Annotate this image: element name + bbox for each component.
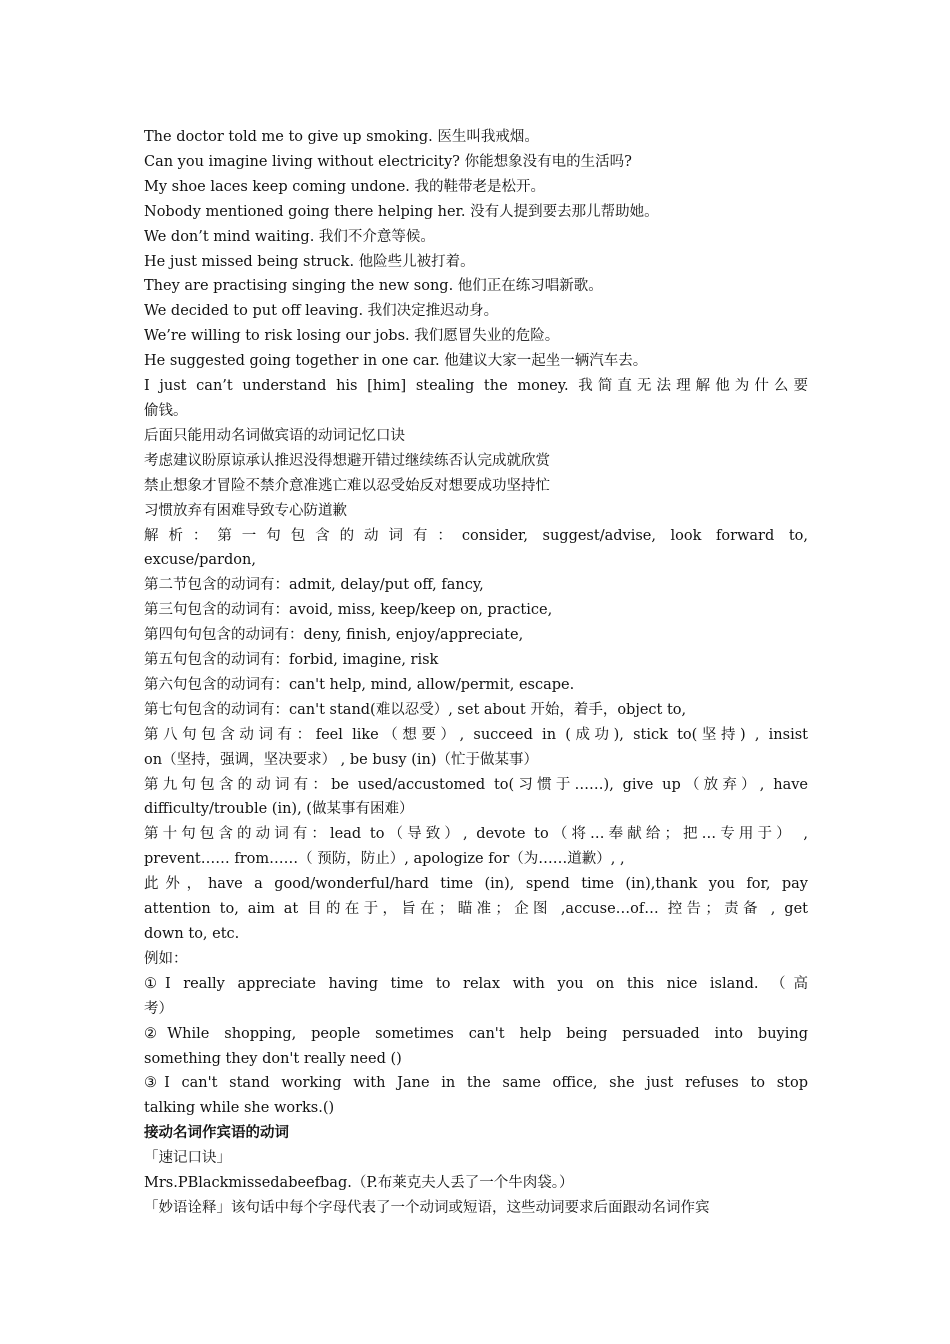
analysis-line: 解析：第一句包含的动词有：consider, suggest/advise, look forward to, (144, 527, 808, 544)
analysis-line: 第九句包含的动词有：be used/accustomed to(习惯于……), give up（放弃）, have (144, 776, 808, 793)
numbered-example: 考） (144, 1000, 173, 1017)
examples-label: 例如： (144, 950, 188, 967)
analysis-line: 第十句包含的动词有：lead to（导致）, devote to（将…奉献给；把…专用于） , (144, 826, 808, 843)
additional-verbs-line: down to, etc. (144, 926, 240, 942)
example-sentence: We’re willing to risk losing our jobs. 我们愿冒失业的危险。 (144, 328, 560, 345)
example-sentence: I just can’t understand his [him] stealing the money. 我简直无法理解他为什么要 (144, 378, 808, 395)
example-sentence: My shoe laces keep coming undone. 我的鞋带老是松开。 (144, 178, 546, 195)
analysis-line: 第七句包含的动词有：can't stand(难以忍受）, set about 开始，着手，object to, (144, 701, 687, 718)
analysis-line: 第二节包含的动词有：admit, delay/put off, fancy, (144, 577, 484, 594)
numbered-example: ①I really appreciate having time to relax with you on this nice island. （高 (144, 975, 808, 992)
mnemonic-heading: 后面只能用动名词做宾语的动词记忆口诀 (144, 427, 405, 444)
example-sentence: Nobody mentioned going there helping her. 没有人提到要去那儿帮助她。 (144, 203, 659, 220)
numbered-example: ③I can't stand working with Jane in the same office, she just refuses to stop (144, 1075, 808, 1092)
example-sentence: He just missed being struck. 他险些儿被打着。 (144, 253, 475, 270)
mnemonic-line: 考虑建议盼原谅承认推迟没得想避开错过继续练否认完成就欣赏 (144, 452, 550, 469)
example-sentence: They are practising singing the new song. 他们正在练习唱新歌。 (144, 278, 603, 295)
analysis-line: difficulty/trouble (in), (做某事有困难） (144, 801, 414, 818)
example-sentence: We don’t mind waiting. 我们不介意等候。 (144, 228, 435, 245)
analysis-line: 第五句包含的动词有：forbid, imagine, risk (144, 652, 439, 669)
numbered-example: something they don't really need () (144, 1050, 402, 1067)
additional-verbs-line: attention to, aim at 目的在于，旨在；瞄准；企图 ,accuse…of… 控告；责备 , get (144, 901, 808, 918)
numbered-example: talking while she works.() (144, 1100, 335, 1117)
analysis-line: 第八句包含动词有：feel like（想要）, succeed in (成功), stick to(坚持) , insist (144, 726, 808, 743)
explanation-line: 「妙语诠释」该句话中每个字母代表了一个动词或短语，这些动词要求后面跟动名词作宾 (144, 1199, 710, 1216)
additional-verbs-line: 此外，have a good/wonderful/hard time (in), spend time (in),thank you for, pay (144, 876, 808, 893)
example-sentence: He suggested going together in one car. 他建议大家一起坐一辆汽车去。 (144, 353, 648, 370)
analysis-line: prevent…… from……（ 预防，防止）, apologize for（为……道歉）, , (144, 851, 625, 868)
example-sentence: We decided to put off leaving. 我们决定推迟动身。 (144, 303, 499, 320)
analysis-line: 第四句句包含的动词有：deny, finish, enjoy/appreciate, (144, 627, 524, 644)
numbered-example: ②While shopping, people sometimes can't help being persuaded into buying (144, 1025, 808, 1042)
quick-memory-label: 「速记口诀」 (144, 1150, 231, 1167)
example-sentence-continued: 偷钱。 (144, 402, 188, 419)
mnemonic-sentence: Mrs.PBlackmissedabeefbag.（P.布莱克夫人丢了一个牛肉袋。） (144, 1175, 574, 1192)
document-page (144, 125, 808, 1221)
analysis-line: excuse/pardon, (144, 552, 256, 569)
analysis-line: 第六句包含的动词有：can't help, mind, allow/permit, escape. (144, 676, 575, 693)
section-heading: 接动名词作宾语的动词 (144, 1124, 289, 1142)
mnemonic-line: 禁止想象才冒险不禁介意准逃亡难以忍受始反对想要成功坚持忙 (144, 477, 550, 494)
example-sentence: The doctor told me to give up smoking. 医生叫我戒烟。 (144, 129, 539, 145)
analysis-line: on（坚持，强调，坚决要求） , be busy (in)（忙于做某事） (144, 751, 539, 768)
mnemonic-line: 习惯放弃有困难导致专心防道歉 (144, 502, 347, 519)
analysis-line: 第三句包含的动词有：avoid, miss, keep/keep on, practice, (144, 602, 553, 619)
example-sentence: Can you imagine living without electricity? 你能想象没有电的生活吗? (144, 153, 632, 170)
